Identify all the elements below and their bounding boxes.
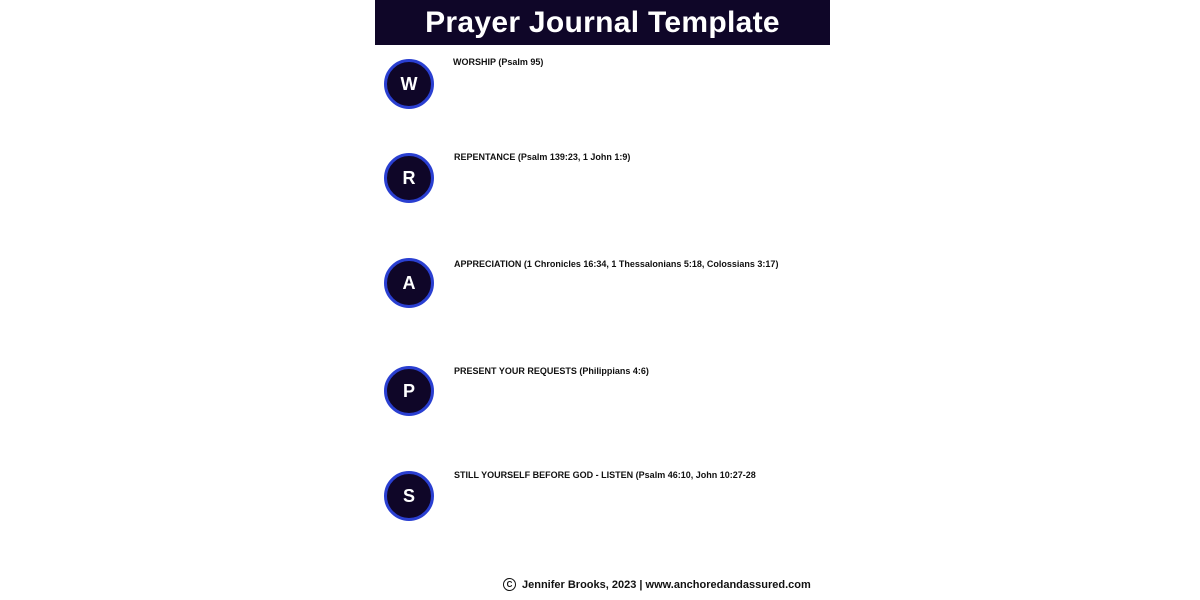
section-label-appreciation: APPRECIATION (1 Chronicles 16:34, 1 Thessalonians 5:18, Colossians 3:17): [454, 259, 779, 269]
section-label-still: STILL YOURSELF BEFORE GOD - LISTEN (Psalm 46:10, John 10:27-28: [454, 470, 756, 480]
footer-text: Jennifer Brooks, 2023 | www.anchoredandassured.com: [522, 578, 811, 591]
section-letter-a: A: [384, 258, 434, 308]
section-letter-s: S: [384, 471, 434, 521]
section-label-worship: WORSHIP (Psalm 95): [453, 57, 544, 67]
footer-copyright: [503, 578, 811, 591]
section-label-requests: PRESENT YOUR REQUESTS (Philippians 4:6): [454, 366, 649, 376]
section-letter-p: P: [384, 366, 434, 416]
copyright-icon: C: [503, 578, 516, 591]
section-letter-r: R: [384, 153, 434, 203]
section-label-repentance: REPENTANCE (Psalm 139:23, 1 John 1:9): [454, 152, 631, 162]
page-title: Prayer Journal Template: [375, 0, 830, 45]
section-letter-w: W: [384, 59, 434, 109]
